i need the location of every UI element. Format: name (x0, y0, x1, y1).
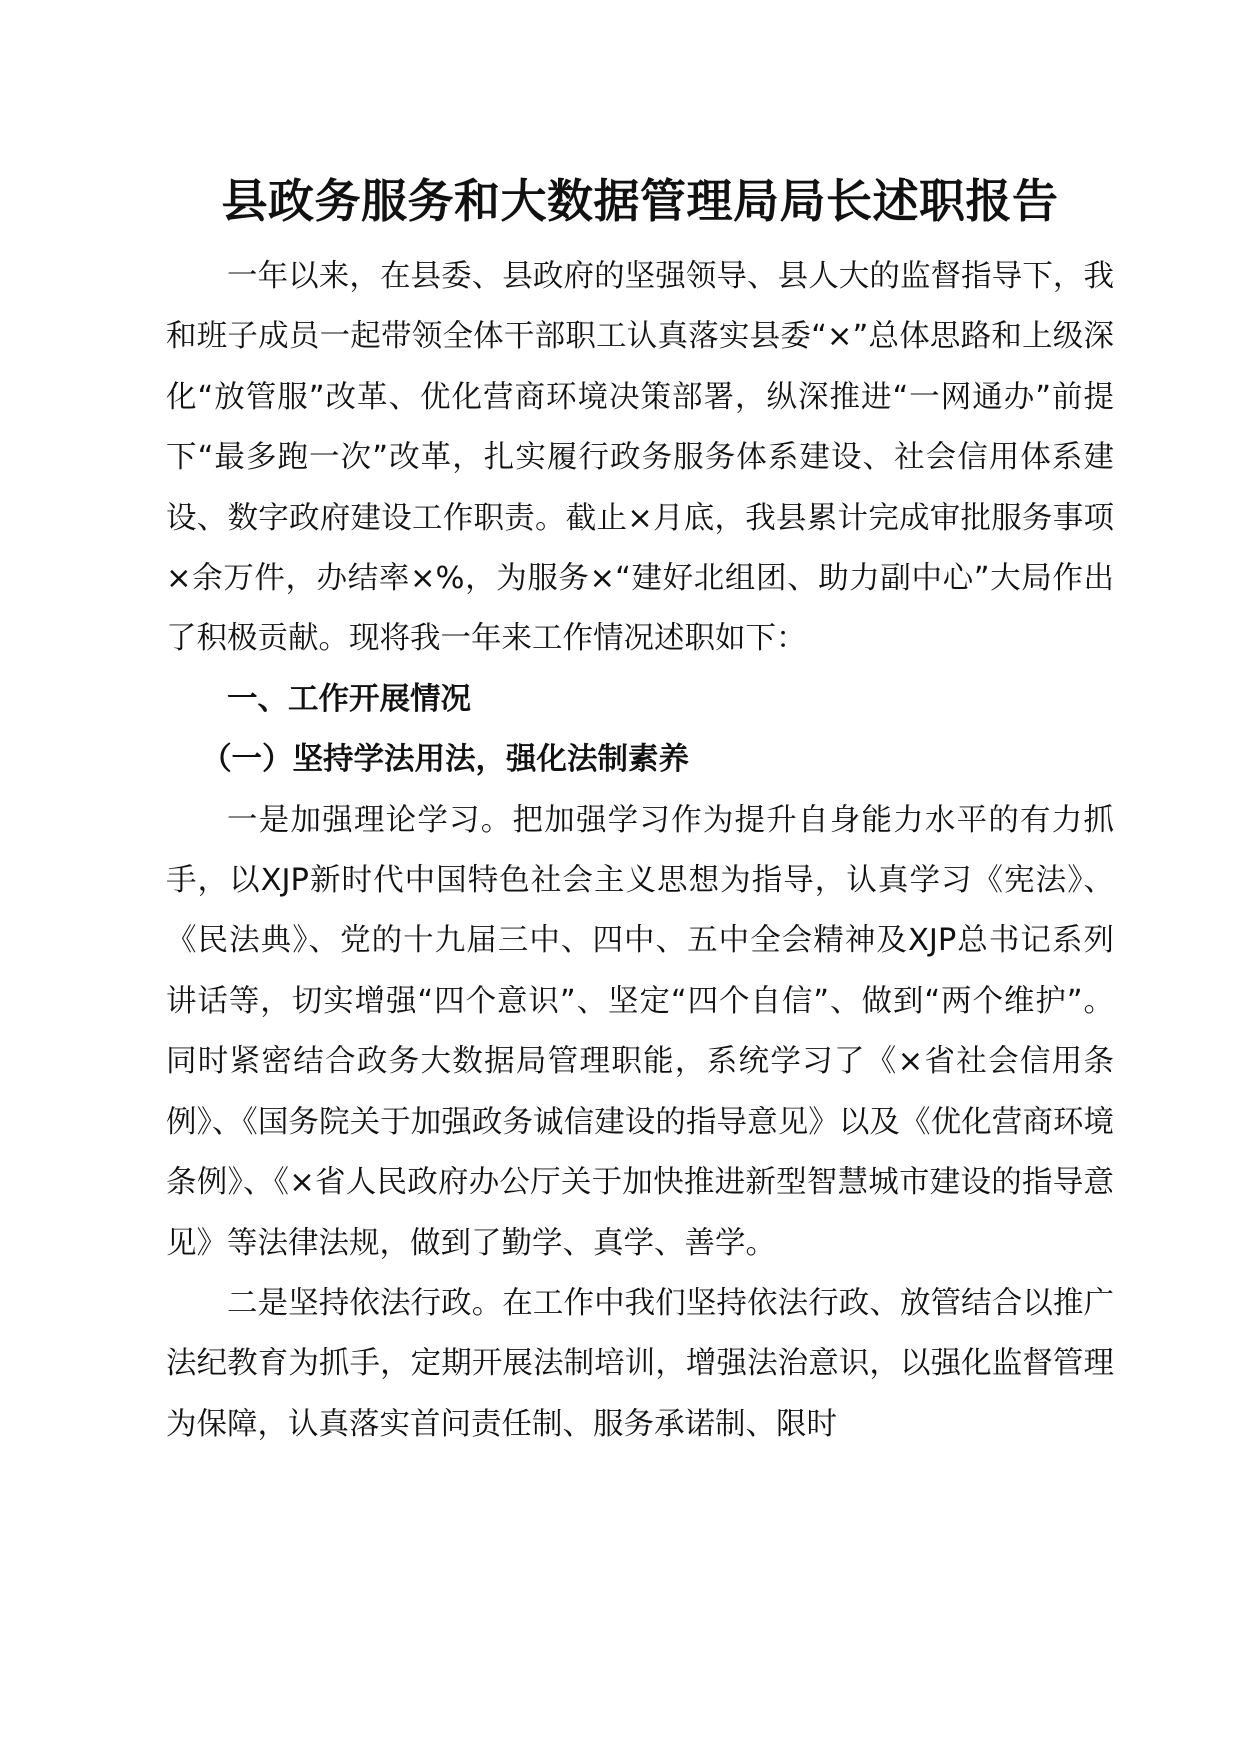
section-heading: 一、工作开展情况 (227, 681, 471, 717)
body-paragraph-administration: 二是坚持依法行政。在工作中我们坚持依法行政、放管结合以推广法纪教育为抓手，定期开展法制培训，增强法治意识，以强化监督管理为保障，认真落实首问责任制、服务承诺制、限时 (166, 1285, 1114, 1442)
intro-paragraph: 一年以来，在县委、县政府的坚强领导、县人大的监督指导下，我和班子成员一起带领全体干部职工认真落实县委“×”总体思路和上级深化“放管服”改革、优化营商环境决策部署，纵深推进“一网通办”前提下“最多跑一次”改革，扎实履行政务服务体系建设、社会信用体系建设、数字政府建设工作职责。截止×月底，我县累计完成审批服务事项×余万件，办结率×%，为服务×“建好北组团、助力副中心”大局作出了积极贡献。现将我一年来工作情况述职如下： (166, 259, 1114, 657)
document-body (166, 247, 1114, 1455)
document-title: 县政务服务和大数据管理局局长述职报告 (221, 174, 1059, 228)
body-paragraph-study: 一是加强理论学习。把加强学习作为提升自身能力水平的有力抓手，以XJP新时代中国特色社会主义思想为指导，认真学习《宪法》、《民法典》、党的十九届三中、四中、五中全会精神及XJP总书记系列讲话等，切实增强“四个意识”、坚定“四个自信”、做到“两个维护”。同时紧密结合政务大数据局管理职能，系统学习了《×省社会信用条例》、《国务院关于加强政务诚信建设的指导意见》以及《优化营商环境条例》、《×省人民政府办公厅关于加快推进新型智慧城市建设的指导意见》等法律法规，做到了勤学、真学、善学。 (166, 802, 1114, 1261)
subsection-heading: （一）坚持学法用法，强化法制素养 (201, 742, 690, 778)
